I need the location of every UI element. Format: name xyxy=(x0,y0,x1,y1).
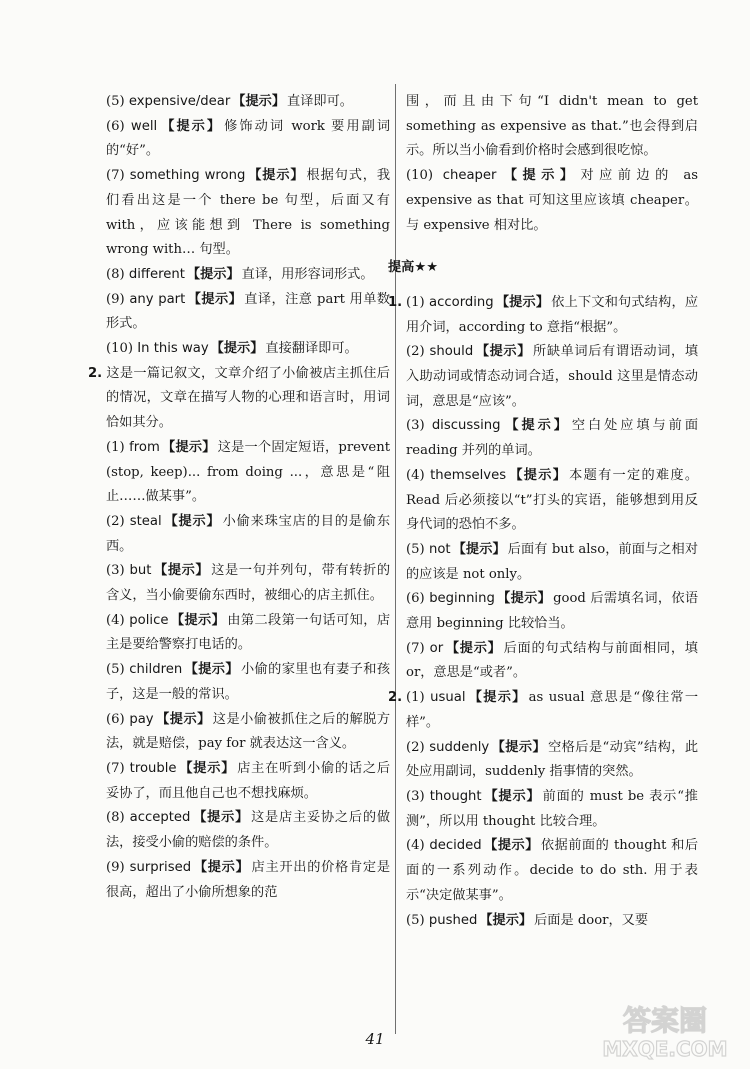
hint-label: 【提示】 xyxy=(187,291,243,307)
explanation-text: 修饰动词 work 要用副词的“好”。 xyxy=(106,118,391,159)
answer-item xyxy=(388,414,698,463)
hint-label: 【提示】 xyxy=(192,810,250,826)
answer-word: from xyxy=(129,439,160,455)
answer-word: usual xyxy=(430,690,466,706)
hint-label: 【提示】 xyxy=(193,859,250,875)
explanation-text: (3) xyxy=(106,563,130,579)
hint-label: 【提示】 xyxy=(475,344,532,360)
answer-item xyxy=(88,90,390,115)
question-number: 2. xyxy=(88,365,103,381)
left-column xyxy=(88,90,390,905)
question-number: 2. xyxy=(388,690,403,706)
explanation-text: (7) xyxy=(106,760,130,776)
explanation-text: (6) xyxy=(106,118,131,134)
answer-item xyxy=(88,708,390,757)
explanation-text: (2) xyxy=(406,344,430,360)
hint-label: 【提示】 xyxy=(498,168,579,184)
watermark-bottom-text: MXQE.COM xyxy=(602,1037,728,1061)
answer-item xyxy=(88,757,390,806)
hint-label: 【提示】 xyxy=(483,838,539,854)
answer-word: well xyxy=(130,118,158,134)
hint-label: 【提示】 xyxy=(491,739,547,755)
explanation-text: 本题有一定的难度。Read 后必须接以“t”打头的宾语，能够想到用反身代词的恐怕不多。 xyxy=(406,467,699,533)
explanation-text: (5) xyxy=(106,94,129,109)
hint-label: 【提示】 xyxy=(153,563,210,579)
explanation-text: (6) xyxy=(406,591,430,607)
explanation-text: (5) xyxy=(106,662,130,678)
answer-word: children xyxy=(129,662,183,678)
explanation-text: (1) xyxy=(406,690,431,706)
hint-label: 【提示】 xyxy=(452,541,506,557)
hint-label: 【提示】 xyxy=(496,591,552,607)
hint-label: 【提示】 xyxy=(161,439,216,455)
explanation-text: (1) xyxy=(406,294,430,310)
explanation-text: (4) xyxy=(406,838,430,854)
hint-label: 【提示】 xyxy=(502,418,570,434)
explanation-text: (6) xyxy=(106,711,130,727)
answer-item xyxy=(388,637,698,686)
explanation-text: (5) xyxy=(406,912,429,928)
explanation-text: 直接翻译即可。 xyxy=(265,341,358,357)
answer-item xyxy=(88,337,390,362)
answer-word: according xyxy=(429,294,494,310)
answer-item xyxy=(88,164,390,263)
explanation-text: as usual 意思是“像往常一样”。 xyxy=(406,690,699,730)
explanation-text: 依上下文和句式结构，应用介词，according to 意指“根据”。 xyxy=(406,294,699,335)
answer-item xyxy=(388,785,698,834)
right-column xyxy=(388,90,698,933)
question-number: 1. xyxy=(388,294,403,310)
answer-word: thought xyxy=(429,788,482,804)
explanation-text: 店主在听到小偷的话之后妥协了，而且他自己也不想找麻烦。 xyxy=(106,760,391,801)
explanation-text: (3) xyxy=(406,418,432,434)
explanation-text: (10) xyxy=(406,168,443,184)
explanation-text: 对应前边的 as expensive as that 可知这里应该填 cheaper。与 expensive 相对比。 xyxy=(406,168,699,233)
answer-item xyxy=(388,164,698,238)
answer-word: cheaper xyxy=(442,168,497,184)
answer-word: should xyxy=(429,344,474,360)
hint-label: 【提示】 xyxy=(159,118,223,134)
answer-word: pay xyxy=(129,711,154,727)
explanation-text: 这是一句并列句，带有转折的含义，当小偷要偷东西时，被细心的店主抓住。 xyxy=(106,563,391,604)
hint-label: 【提示】 xyxy=(445,640,502,656)
answer-item xyxy=(388,464,698,538)
answer-word: accepted xyxy=(129,810,191,826)
explanation-text: (4) xyxy=(106,612,130,628)
answer-item xyxy=(88,263,390,288)
explanation-text: 小偷来珠宝店的目的是偷东西。 xyxy=(106,513,391,554)
answer-word: steal xyxy=(129,513,162,529)
answer-item xyxy=(88,609,390,658)
answer-item xyxy=(88,806,390,855)
hint-label: 【提示】 xyxy=(479,912,533,928)
explanation-text: (1) xyxy=(106,439,130,455)
explanation-text: (7) xyxy=(106,168,130,184)
hint-label: 【提示】 xyxy=(170,612,226,628)
explanation-text: 这是店主妥协之后的做法，接受小偷的赔偿的条件。 xyxy=(106,810,391,851)
question-item xyxy=(388,291,698,340)
hint-label: 【提示】 xyxy=(508,467,568,483)
answer-word: but xyxy=(129,563,152,579)
explanation-text: 依据前面的 thought 和后面的一系列动作。decide to do sth. 用于表示“决定做某事”。 xyxy=(406,838,699,903)
hint-label: 【提示】 xyxy=(495,294,550,310)
explanation-text: 直译，注意 part 用单数形式。 xyxy=(106,291,391,332)
hint-label: 【提示】 xyxy=(155,711,211,727)
answer-word: In this way xyxy=(137,341,209,357)
answer-word: not xyxy=(428,541,451,557)
answer-item xyxy=(388,587,698,636)
answer-word: beginning xyxy=(429,591,495,607)
answer-item xyxy=(88,559,390,608)
answer-word: discussing xyxy=(431,418,501,434)
hint-label: 【提示】 xyxy=(178,760,236,776)
answer-item xyxy=(388,340,698,414)
hint-label: 【提示】 xyxy=(232,94,286,109)
hint-label: 【提示】 xyxy=(247,168,305,184)
explanation-text: (5) xyxy=(406,541,429,557)
explanation-text: 这是一篇记叙文，文章介绍了小偷被店主抓住后的情况，文章在描写人物的心理和语言时，用词恰如其分。 xyxy=(106,365,390,431)
hint-label: 【提示】 xyxy=(184,662,239,678)
hint-label: 【提示】 xyxy=(467,690,527,706)
answer-word: different xyxy=(128,266,185,282)
hint-label: 【提示】 xyxy=(483,788,541,804)
explanation-text: 店主开出的价格肯定是很高，超出了小偷所想象的范 xyxy=(106,859,391,900)
explanation-text: 直译，用形容词形式。 xyxy=(241,266,374,282)
explanation-text: 这是一个固定短语，prevent (stop, keep)... from doing ...，意思是“阻止……做某事”。 xyxy=(106,439,390,505)
answer-item xyxy=(88,115,390,164)
section-heading: 提高★★ xyxy=(388,260,439,276)
answer-word: any part xyxy=(129,291,186,307)
hint-label: 【提示】 xyxy=(210,341,264,357)
answer-item xyxy=(88,658,390,707)
answer-word: expensive/dear xyxy=(128,94,231,109)
answer-word: pushed xyxy=(428,912,478,928)
answer-item xyxy=(388,90,698,164)
explanation-text: (7) xyxy=(406,640,430,656)
answer-item xyxy=(88,510,390,559)
answer-word: suddenly xyxy=(429,739,490,755)
question-item xyxy=(388,686,698,735)
answer-item xyxy=(88,856,390,905)
explanation-text: 根据句式，我们看出这是一个 there be 句型，后面又有 with，应该能想到 There is something wrong with… 句型。 xyxy=(106,168,391,258)
explanation-text: 后面是 door，又要 xyxy=(534,912,649,928)
explanation-text: (9) xyxy=(106,291,130,307)
explanation-text: 后面的句式结构与前面相同，填 or，意思是“或者”。 xyxy=(406,640,698,681)
explanation-text: 由第二段第一句话可知，店主是要给警察打电话的。 xyxy=(106,612,391,653)
watermark-logo xyxy=(585,1000,745,1062)
answer-item xyxy=(388,538,698,587)
explanation-text: 所缺单词后有谓语动词，填入助动词或情态动词合适，should 这里是情态动词，意思是“应该”。 xyxy=(406,344,699,409)
explanation-text: (8) xyxy=(106,266,129,282)
answer-word: something wrong xyxy=(129,168,246,184)
answer-word: trouble xyxy=(129,760,177,776)
explanation-text: 直译即可。 xyxy=(287,94,353,109)
answer-item xyxy=(388,909,698,934)
explanation-text: (8) xyxy=(106,810,130,826)
explanation-text: (2) xyxy=(406,739,430,755)
explanation-text: (10) xyxy=(106,341,138,357)
answer-item xyxy=(88,288,390,337)
page-number: 41 xyxy=(365,1030,385,1048)
explanation-text: 前面的 must be 表示“推测”，所以用 thought 比较合理。 xyxy=(406,788,698,829)
question-item xyxy=(88,362,390,436)
answer-word: surprised xyxy=(129,859,192,875)
answer-word: decided xyxy=(429,838,482,854)
explanation-text: good 后需填名词，依语意用 beginning 比较恰当。 xyxy=(406,591,699,632)
answer-item xyxy=(88,436,390,510)
explanation-text: (9) xyxy=(106,859,130,875)
answer-word: or xyxy=(429,640,444,656)
explanation-text: (2) xyxy=(106,513,130,529)
explanation-text: (4) xyxy=(406,467,431,483)
answer-item xyxy=(388,834,698,908)
hint-label: 【提示】 xyxy=(186,266,240,282)
explanation-text: (3) xyxy=(406,788,430,804)
explanation-text: 空白处应填与前面 reading 并列的单词。 xyxy=(406,418,699,459)
explanation-text: 空格后是“动宾”结构，此处应用副词，suddenly 指事情的突然。 xyxy=(406,739,699,780)
hint-label: 【提示】 xyxy=(163,513,221,529)
explanation-text: 围，而且由下句“I didn't mean to get something as expensive as that.”也会得到启示。所以当小偷看到价格时会感到很吃惊。 xyxy=(406,94,698,159)
explanation-text: 后面有 but also，前面与之相对的应该是 not only。 xyxy=(406,541,699,582)
answer-item xyxy=(388,736,698,785)
answer-word: police xyxy=(129,612,169,628)
explanation-text: 这是小偷被抓住之后的解脱方法，就是赔偿，pay for 就表达这一含义。 xyxy=(106,711,391,752)
watermark-top-text: 答案圈 xyxy=(622,1004,708,1037)
explanation-text: 小偷的家里也有妻子和孩子，这是一般的常识。 xyxy=(106,662,391,702)
answer-word: themselves xyxy=(430,467,507,483)
